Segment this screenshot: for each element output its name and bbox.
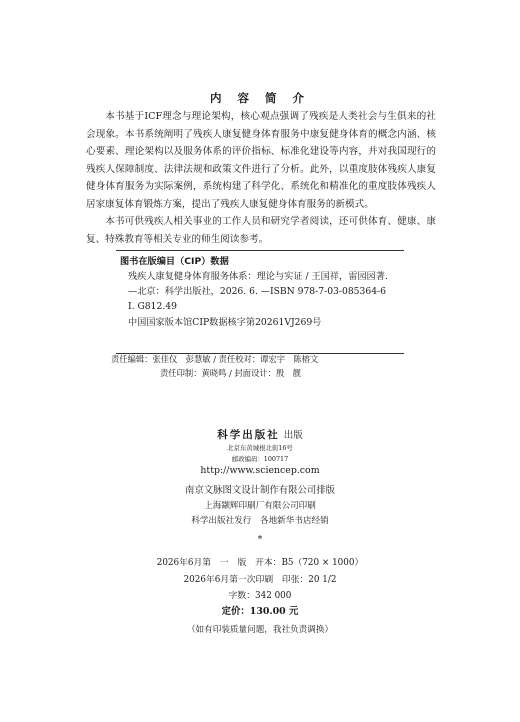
typesetter-line: 南京文脉图文设计制作有限公司排版 (184, 485, 335, 496)
impression-line: 2026年6月第一次印刷 印张：20 1/2 (183, 575, 337, 585)
cover-label: / 封面设计： (229, 368, 276, 378)
intro-paragraph-2: 本书可供残疾人相关事业的工作人员和研究学者阅读，还可供体育、健康、康复、特殊教育等相关专业的师生阅读参考。 (86, 216, 436, 245)
publisher-logo-text: 科学出版社 (217, 429, 280, 441)
page-title: 内 容 简 介 (209, 91, 310, 105)
publisher-imprint (0, 427, 520, 442)
credits-row-editors (111, 352, 318, 367)
publisher-suffix: 出版 (283, 430, 303, 441)
edition-line: 2026年6月第 一 版 开本：B5（720 × 1000） (156, 558, 364, 568)
publisher-postcode: 邮政编码：100717 (231, 455, 289, 463)
publisher-url: http://www.sciencep.com (200, 465, 320, 476)
credits-row-printing (160, 366, 301, 381)
publisher-address: 北京东黄城根北街16号 (227, 444, 293, 452)
printer-label: 责任印制： (160, 368, 202, 378)
editors-label: 责任编辑： (111, 354, 153, 364)
distributor-line: 科学出版社发行 各地新华书店经销 (191, 516, 329, 526)
cover-name: 殷 靓 (275, 368, 301, 378)
cip-record: 残疾人康复健身体育服务体系：理论与实证 / 王国祥，雷园园著. —北京：科学出版社，2026. 6. —ISBN 978-7-03-085364-6 (128, 271, 388, 297)
printer-name: 黄晓鸣 (201, 368, 227, 378)
cip-data-block (116, 250, 404, 354)
intro-paragraph-1: 本书基于ICF理念与理论架构，核心观点强调了残疾是人类社会与生俱来的社会现象。本书系统阐明了残疾人康复健身体育服务中康复健身体育的概念内涵、核心要素、理论架构以及服务体系的评价指标、标准化建设等内容，并对我国现行的残疾人保障制度、法律法规和政策文件进行了分析。此外，以重度肢体残疾人康复健身体育服务为实际案例，系统构建了科学化、系统化和精准化的重度肢体残疾人居家康复体育锻炼方案，提出了残疾人康复健身体育服务的新模式。 (86, 111, 436, 210)
cip-heading: 图书在版编目（CIP）数据 (120, 256, 229, 267)
proofreader-label: / 责任校对： (213, 354, 261, 364)
cip-number: 中国国家版本馆CIP数据核字第20261VJ269号 (128, 317, 322, 328)
editors-names: 张佳仪 彭慧敏 (152, 354, 211, 364)
wordcount-line: 字数：342 000 (228, 591, 292, 601)
quality-notice: （如有印装质量问题，我社负责调换） (186, 625, 334, 635)
printer-line: 上海颛辉印刷厂有限公司印刷 (204, 501, 316, 511)
separator-mark: * (257, 534, 263, 545)
cip-classification: Ⅰ. G812.49 (128, 301, 177, 312)
price-line: 定价：130.00 元 (221, 606, 299, 617)
proofreader-names: 谭宏宇 陈榕文 (260, 354, 319, 364)
